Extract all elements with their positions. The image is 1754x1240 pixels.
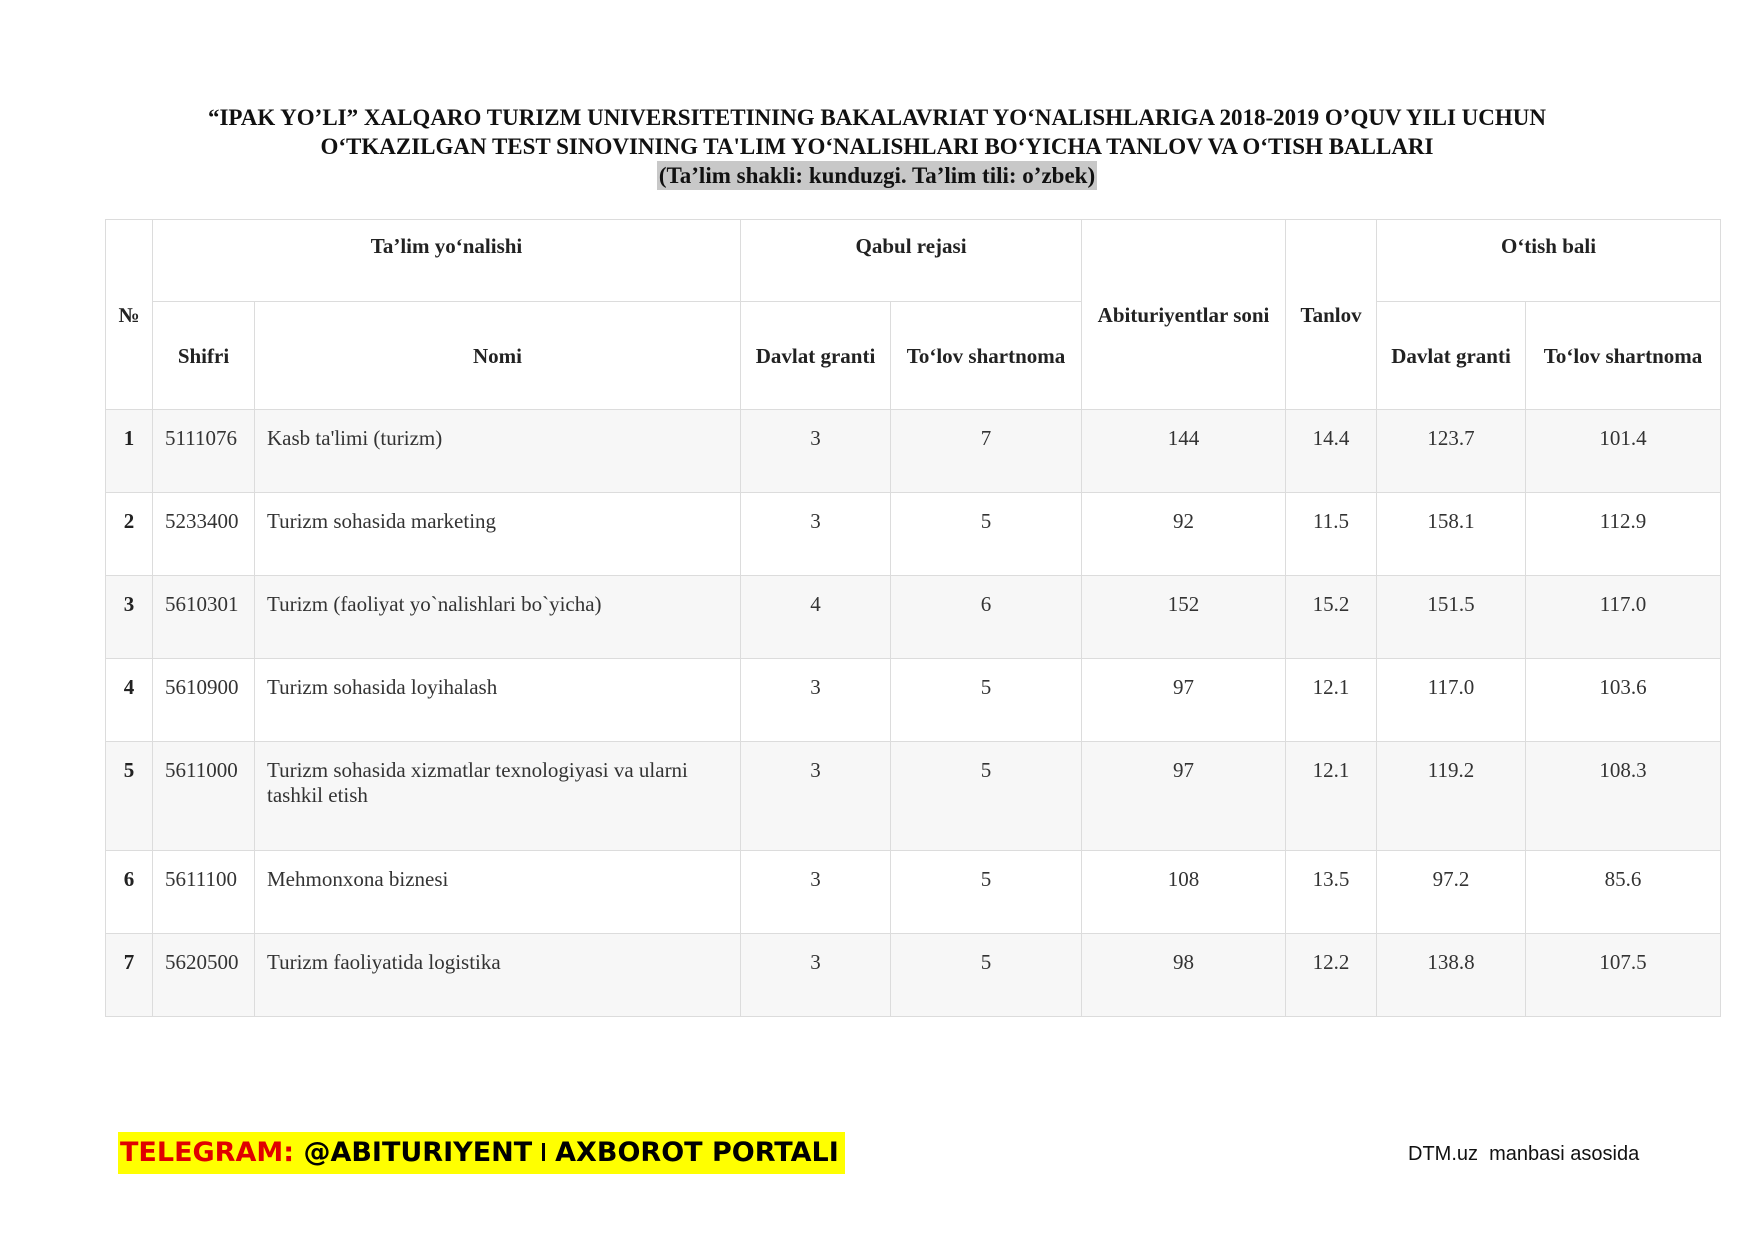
cell-no: 5 (106, 742, 153, 851)
cell-pass-grant: 151.5 (1377, 576, 1526, 659)
cell-pass-grant: 123.7 (1377, 410, 1526, 493)
table-row (106, 851, 1721, 934)
cell-code: 5611000 (153, 742, 255, 851)
cell-pass-grant: 158.1 (1377, 493, 1526, 576)
source-note: DTM.uz manbasi asosida (1408, 1143, 1640, 1165)
cell-no: 3 (106, 576, 153, 659)
table-row (106, 576, 1721, 659)
cell-applicants: 108 (1082, 851, 1286, 934)
cell-name: Mehmonxona biznesi (255, 851, 741, 934)
cell-code: 5620500 (153, 934, 255, 1017)
cell-no: 6 (106, 851, 153, 934)
passing-scores-table (105, 219, 1721, 1017)
table-row (106, 659, 1721, 742)
cell-pass-contract: 101.4 (1526, 410, 1721, 493)
header-contract: To‘lov shartnoma (891, 302, 1082, 410)
cell-name: Turizm (faoliyat yo`nalishlari bo`yicha) (255, 576, 741, 659)
cell-competition: 12.1 (1286, 659, 1377, 742)
header-pass-contract: To‘lov shartnoma (1526, 302, 1721, 410)
cell-grant: 3 (741, 493, 891, 576)
cell-no: 1 (106, 410, 153, 493)
banner-separator (542, 1143, 545, 1161)
telegram-label: TELEGRAM: (120, 1137, 295, 1168)
header-state-grant: Davlat granti (741, 302, 891, 410)
title-subtitle: (Ta’lim shakli: kunduzgi. Ta’lim tili: o’zbek) (658, 163, 1096, 188)
cell-name: Turizm sohasida loyihalash (255, 659, 741, 742)
cell-pass-contract: 112.9 (1526, 493, 1721, 576)
header-no: № (106, 220, 153, 410)
cell-pass-grant: 117.0 (1377, 659, 1526, 742)
table-row (106, 742, 1721, 851)
cell-grant: 3 (741, 659, 891, 742)
table-row (106, 493, 1721, 576)
cell-contract: 6 (891, 576, 1082, 659)
cell-contract: 5 (891, 493, 1082, 576)
cell-name: Turizm sohasida marketing (255, 493, 741, 576)
cell-competition: 13.5 (1286, 851, 1377, 934)
header-passing-score: O‘tish bali (1377, 220, 1721, 302)
header-code: Shifri (153, 302, 255, 410)
header-pass-state-grant: Davlat granti (1377, 302, 1526, 410)
cell-competition: 11.5 (1286, 493, 1377, 576)
cell-contract: 5 (891, 934, 1082, 1017)
cell-contract: 5 (891, 851, 1082, 934)
title-line-2: O‘TKAZILGAN TEST SINOVINING TA'LIM YO‘NALISHLARI BO‘YICHA TANLOV VA O‘TISH BALLARI (320, 134, 1434, 159)
cell-contract: 5 (891, 659, 1082, 742)
cell-contract: 7 (891, 410, 1082, 493)
cell-no: 7 (106, 934, 153, 1017)
cell-code: 5233400 (153, 493, 255, 576)
cell-pass-grant: 119.2 (1377, 742, 1526, 851)
cell-pass-grant: 138.8 (1377, 934, 1526, 1017)
portal-name: AXBOROT PORTALI (555, 1137, 839, 1168)
cell-applicants: 98 (1082, 934, 1286, 1017)
cell-grant: 3 (741, 742, 891, 851)
cell-pass-contract: 85.6 (1526, 851, 1721, 934)
cell-grant: 4 (741, 576, 891, 659)
cell-competition: 14.4 (1286, 410, 1377, 493)
cell-name: Kasb ta'limi (turizm) (255, 410, 741, 493)
cell-competition: 12.1 (1286, 742, 1377, 851)
cell-code: 5111076 (153, 410, 255, 493)
title-line-1: “IPAK YO’LI” XALQARO TURIZM UNIVERSITETINING BAKALAVRIAT YO‘NALISHLARIGA 2018-2019 O’QUV YILI UCHUN (207, 105, 1546, 130)
header-admission-plan: Qabul rejasi (741, 220, 1082, 302)
cell-grant: 3 (741, 934, 891, 1017)
cell-grant: 3 (741, 851, 891, 934)
cell-code: 5610301 (153, 576, 255, 659)
cell-pass-contract: 117.0 (1526, 576, 1721, 659)
cell-no: 2 (106, 493, 153, 576)
table-row (106, 410, 1721, 493)
cell-contract: 5 (891, 742, 1082, 851)
header-name: Nomi (255, 302, 741, 410)
cell-applicants: 97 (1082, 742, 1286, 851)
document-title (0, 103, 1754, 190)
cell-applicants: 92 (1082, 493, 1286, 576)
cell-applicants: 144 (1082, 410, 1286, 493)
cell-pass-contract: 108.3 (1526, 742, 1721, 851)
header-direction: Ta’lim yo‘nalishi (153, 220, 741, 302)
cell-applicants: 152 (1082, 576, 1286, 659)
header-applicants: Abituriyentlar soni (1082, 220, 1286, 410)
cell-competition: 12.2 (1286, 934, 1377, 1017)
cell-name: Turizm sohasida xizmatlar texnologiyasi va ularni tashkil etish (255, 742, 741, 851)
cell-applicants: 97 (1082, 659, 1286, 742)
telegram-handle: @ABITURIYENT (303, 1137, 533, 1168)
cell-code: 5611100 (153, 851, 255, 934)
cell-pass-grant: 97.2 (1377, 851, 1526, 934)
header-competition: Tanlov (1286, 220, 1377, 410)
cell-pass-contract: 107.5 (1526, 934, 1721, 1017)
cell-pass-contract: 103.6 (1526, 659, 1721, 742)
cell-grant: 3 (741, 410, 891, 493)
table-row (106, 934, 1721, 1017)
cell-name: Turizm faoliyatida logistika (255, 934, 741, 1017)
cell-code: 5610900 (153, 659, 255, 742)
cell-competition: 15.2 (1286, 576, 1377, 659)
telegram-banner (118, 1132, 845, 1174)
cell-no: 4 (106, 659, 153, 742)
